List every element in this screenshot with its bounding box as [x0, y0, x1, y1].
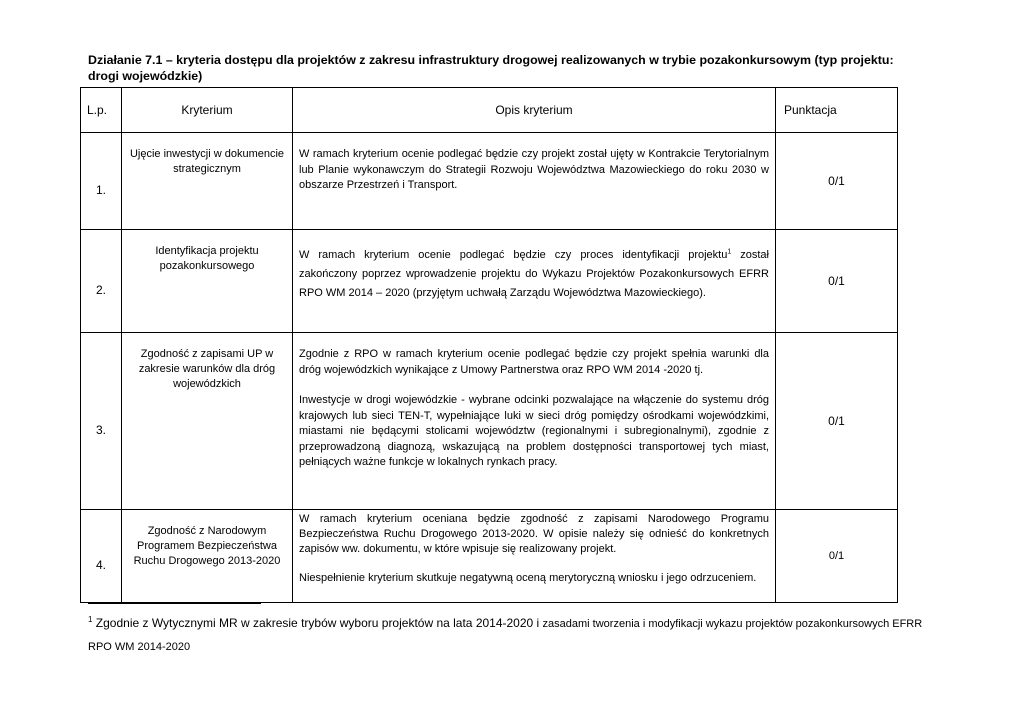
footnote-separator: [88, 603, 261, 604]
row-number: 1.: [81, 133, 122, 230]
criterion-name: Zgodność z zapisami UP w zakresie warunków dla dróg wojewódzkich: [122, 333, 293, 510]
description-paragraph: W ramach kryterium ocenie podlegać będzie czy projekt został ujęty w Kontrakcie Terytorialnym lub Planie wykonawczym do Strategii Rozwoju Województwa Mazowieckiego do roku 2030 w obszarze Przestrzeń i Transport.: [299, 148, 769, 191]
score: 0/1: [776, 510, 898, 603]
criterion-description: [293, 133, 776, 230]
description-text-end: został zakończony poprzez wprowadzenie projektu do Wykazu Projektów Pozakonkursowych EFRR RPO WM 2014 – 2020 (przyjętym uchwałą Zarządu Województwa Mazowieckiego).: [299, 249, 769, 299]
description-paragraph: Niespełnienie kryterium skutkuje negatywną oceną merytoryczną wniosku i jego odrzuceniem.: [299, 572, 757, 584]
table-header-row: [81, 88, 898, 133]
table-row: [81, 333, 898, 510]
footnote: [88, 612, 948, 658]
footnote-text-small: zasadami tworzenia i modyfikacji wykazu projektów pozakonkursowych EFRR RPO WM 2014-2020: [88, 618, 923, 653]
page-title: Działanie 7.1 – kryteria dostępu dla projektów z zakresu infrastruktury drogowej realizowanych w trybie pozakonkursowym (typ projektu: drogi wojewódzkie): [88, 53, 894, 83]
header-kryterium: Kryterium: [122, 88, 293, 133]
footnote-number: 1: [88, 615, 93, 624]
row-number: 3.: [81, 333, 122, 510]
header-punktacja: Punktacja: [776, 88, 898, 133]
row-number: 4.: [81, 510, 122, 603]
table-row: [81, 510, 898, 603]
description-paragraph: Inwestycje w drogi wojewódzkie - wybrane odcinki pozwalające na włączenie do systemu dróg krajowych lub sieci TEN-T, wypełniające luki w sieci dróg pomiędzy ośrodkami wojewódzkimi, miastami nie będącymi stolicami województw (regionalnymi i subregionalnymi), zgodnie z przeprowadzoną diagnozą, wskazującą na problem dostępności transportowej tych miast, pełniących ważne funkcje w lokalnych rynkach pracy.: [299, 394, 769, 468]
footnote-ref[interactable]: 1: [727, 248, 732, 256]
footnote-text-main: Zgodnie z Wytycznymi MR w zakresie trybów wyboru projektów na lata 2014-2020 i: [95, 616, 543, 630]
description-paragraph: Zgodnie z RPO w ramach kryterium ocenie podlegać będzie czy projekt spełnia warunki dla dróg wojewódzkich wynikające z Umowy Partnerstwa oraz RPO WM 2014 -2020 tj.: [299, 348, 769, 376]
table-row: [81, 133, 898, 230]
criteria-table: [80, 87, 898, 603]
criterion-name: Identyfikacja projektu pozakonkursowego: [122, 230, 293, 333]
description-text-start: W ramach kryterium ocenie podlegać będzie czy proces identyfikacji projektu: [299, 249, 728, 261]
criterion-description: [293, 333, 776, 510]
criterion-name: Ujęcie inwestycji w dokumencie strategicznym: [122, 133, 293, 230]
criterion-description: [293, 230, 776, 333]
header-opis: Opis kryterium: [293, 88, 776, 133]
score: 0/1: [776, 133, 898, 230]
row-number: 2.: [81, 230, 122, 333]
criterion-name: Zgodność z Narodowym Programem Bezpieczeństwa Ruchu Drogowego 2013-2020: [122, 510, 293, 603]
description-paragraph: [299, 246, 769, 303]
header-lp: L.p.: [81, 88, 122, 133]
description-paragraph: W ramach kryterium oceniana będzie zgodność z zapisami Narodowego Programu Bezpieczeństwa Ruchu Drogowego 2013-2020. W opisie należy się odnieść do konkretnych zapisów ww. dokumentu, w które wpisuje się realizowany projekt.: [299, 513, 769, 555]
table-row: [81, 230, 898, 333]
score: 0/1: [776, 230, 898, 333]
score: 0/1: [776, 333, 898, 510]
criterion-description: [293, 510, 776, 603]
